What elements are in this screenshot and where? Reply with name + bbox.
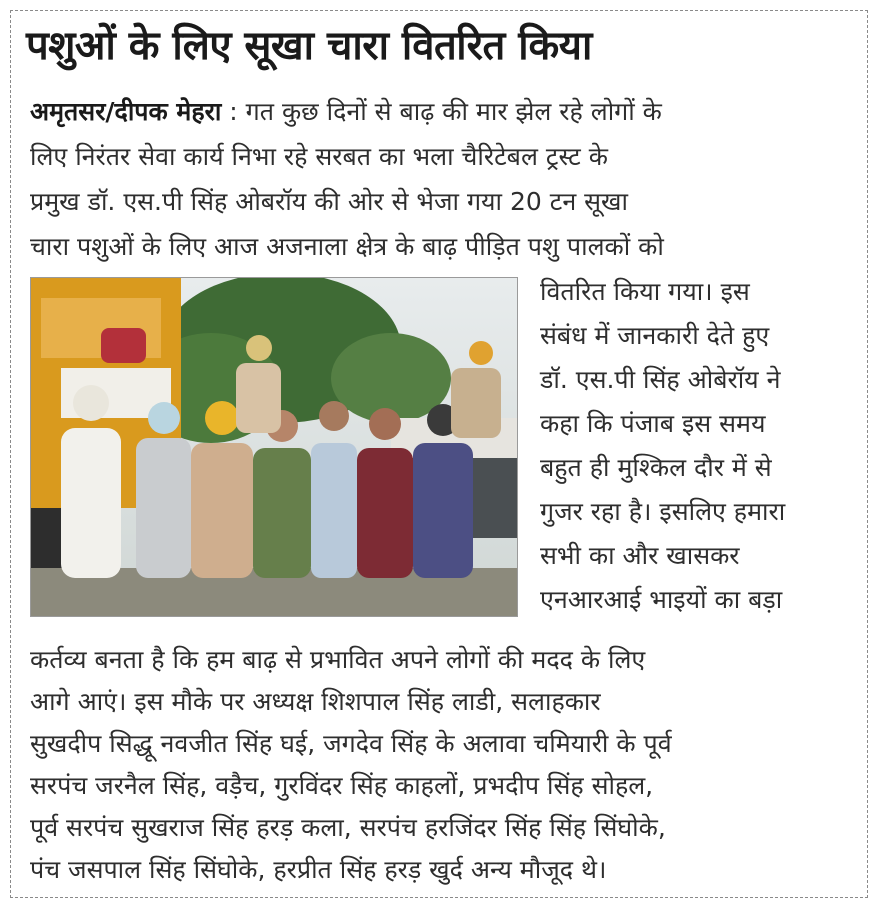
article-line-6: संबंध में जानकारी देते हुए xyxy=(540,321,770,350)
photo-illustration xyxy=(31,278,518,617)
article-line-9: बहुत ही मुश्किल दौर में से xyxy=(540,453,772,482)
article-line-2: लिए निरंतर सेवा कार्य निभा रहे सरबत का भला चैरिटेबल ट्रस्ट के xyxy=(30,142,608,171)
article-line-1 xyxy=(30,92,662,132)
article-line-14: आगे आएं। इस मौके पर अध्यक्ष शिशपाल सिंह लाडी, सलाहकार xyxy=(30,687,601,716)
dateline-separator: : xyxy=(221,97,246,126)
headline: पशुओं के लिए सूखा चारा वितरित किया xyxy=(26,23,592,69)
article-line-11: सभी का और खासकर xyxy=(540,541,740,570)
article-line-10: गुजर रहा है। इसलिए हमारा xyxy=(540,497,786,526)
article-line-4: चारा पशुओं के लिए आज अजनाला क्षेत्र के बाढ़ पीड़ित पशु पालकों को xyxy=(30,232,664,261)
article-line-17: पूर्व सरपंच सुखराज सिंह हरड़ कला, सरपंच हरजिंदर सिंह सिंह सिंघोके, xyxy=(30,813,666,842)
article-line-13: कर्तव्य बनता है कि हम बाढ़ से प्रभावित अपने लोगों की मदद के लिए xyxy=(30,645,646,674)
dateline: अमृतसर/दीपक मेहरा xyxy=(30,97,222,126)
article-line-18: पंच जसपाल सिंह सिंघोके, हरप्रीत सिंह हरड़ खुर्द अन्य मौजूद थे। xyxy=(30,855,607,884)
body-text: गत कुछ दिनों से बाढ़ की मार झेल रहे लोगों के xyxy=(245,97,662,126)
article-line-5: वितरित किया गया। इस xyxy=(540,277,750,306)
article-line-3: प्रमुख डॉ. एस.पी सिंह ओबरॉय की ओर से भेजा गया 20 टन सूखा xyxy=(30,187,628,216)
article-line-7: डॉ. एस.पी सिंह ओबेरॉय ने xyxy=(540,365,781,394)
article-line-15: सुखदीप सिद्धू नवजीत सिंह घई, जगदेव सिंह के अलावा चमियारी के पूर्व xyxy=(30,729,672,758)
article-line-8: कहा कि पंजाब इस समय xyxy=(540,409,766,438)
news-photo xyxy=(30,277,518,617)
article-line-12: एनआरआई भाइयों का बड़ा xyxy=(540,585,783,614)
article-line-16: सरपंच जरनैल सिंह, वड़ैच, गुरविंदर सिंह काहलों, प्रभदीप सिंह सोहल, xyxy=(30,771,654,800)
